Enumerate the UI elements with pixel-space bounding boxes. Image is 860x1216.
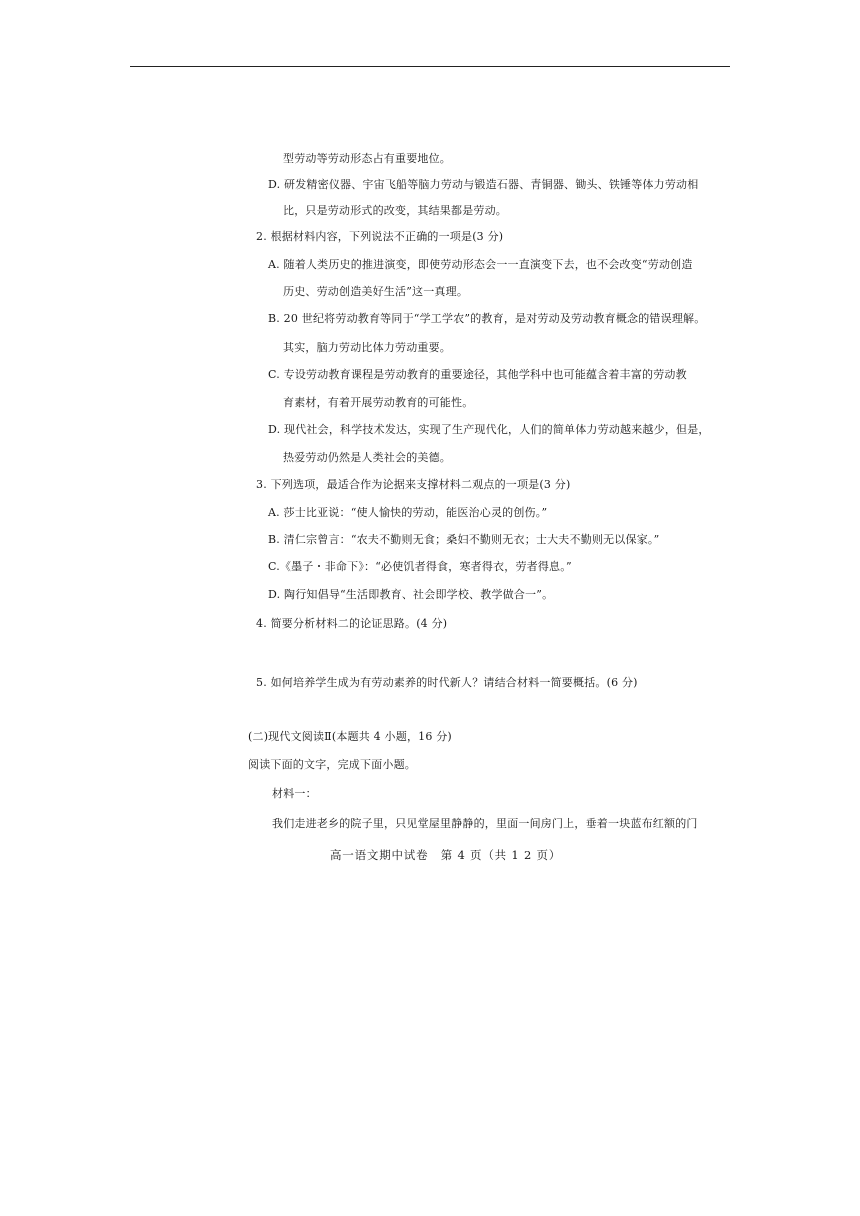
- reading-instruction: 阅读下面的文字，完成下面小题。: [248, 758, 416, 771]
- material-text-line-1: 我们走进老乡的院子里，只见堂屋里静静的，里面一间房门上，垂着一块蓝布红额的门: [272, 817, 698, 830]
- q2-option-b-line-1: B. 20 世纪将劳动教育等同于“学工学农”的教育，是对劳动及劳动教育概念的错误理解。: [268, 312, 706, 325]
- option-d-line-2: 比，只是劳动形式的改变，其结果都是劳动。: [283, 204, 507, 217]
- question-5: 5. 如何培养学生成为有劳动素养的时代新人？请结合材料一简要概括。(6 分): [256, 676, 638, 689]
- q2-option-a-line-1: A. 随着人类历史的推进演变，即使劳动形态会一一直演变下去，也不会改变“劳动创造: [268, 258, 693, 271]
- q2-option-c-line-1: C. 专设劳动教育课程是劳动教育的重要途径，其他学科中也可能蕴含着丰富的劳动教: [268, 368, 687, 381]
- material-label: 材料一：: [272, 787, 317, 800]
- q3-option-c: C.《墨子・非命下》：“必使饥者得食，寒者得衣，劳者得息。”: [268, 560, 572, 573]
- question-3-stem: 3. 下列选项，最适合作为论据来支撑材料二观点的一项是(3 分): [256, 478, 571, 491]
- q3-option-b: B. 清仁宗曾言：“农夫不勤则无食；桑妇不勤则无衣；士大夫不勤则无以保家。”: [268, 533, 660, 546]
- q2-option-d-line-1: D. 现代社会，科学技术发达，实现了生产现代化，人们的简单体力劳动越来越少，但是，: [268, 423, 710, 436]
- q2-option-b-line-2: 其实，脑力劳动比体力劳动重要。: [283, 341, 451, 354]
- q3-option-d: D. 陶行知倡导“生活即教育、社会即学校、教学做合一”。: [268, 588, 554, 601]
- section-heading: (二)现代文阅读Ⅱ(本题共 4 小题，16 分): [248, 730, 452, 743]
- q2-option-a-line-2: 历史、劳动创造美好生活”这一真理。: [283, 285, 469, 298]
- header-rule: [130, 66, 730, 67]
- question-4: 4. 简要分析材料二的论证思路。(4 分): [256, 617, 448, 630]
- option-d-line-1: D. 研发精密仪器、宇宙飞船等脑力劳动与锻造石器、青铜器、锄头、铁锤等体力劳动相: [268, 178, 699, 191]
- q2-option-c-line-2: 育素材，有着开展劳动教育的可能性。: [283, 396, 474, 409]
- question-2-stem: 2. 根据材料内容，下列说法不正确的一项是(3 分): [256, 230, 504, 243]
- text-line: 型劳动等劳动形态占有重要地位。: [283, 152, 451, 165]
- page-footer: 高一语文期中试卷 第 4 页（共 1 2 页）: [330, 848, 562, 862]
- q2-option-d-line-2: 热爱劳动仍然是人类社会的美德。: [283, 451, 451, 464]
- q3-option-a: A. 莎士比亚说：“使人愉快的劳动，能医治心灵的创伤。”: [268, 506, 548, 519]
